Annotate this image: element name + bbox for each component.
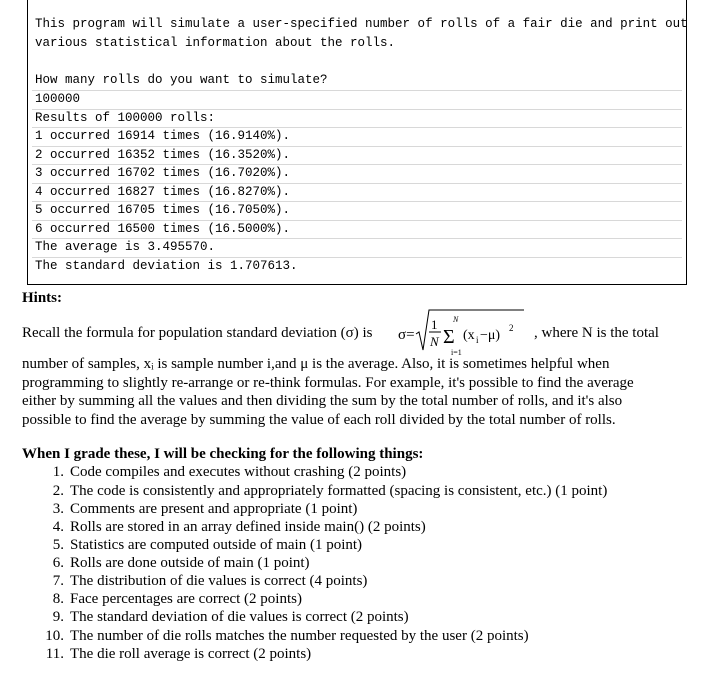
console-line: 5 occurred 16705 times (16.7050%). xyxy=(35,203,291,217)
formula-term: (x xyxy=(463,328,475,343)
formula-term-sub: i xyxy=(476,335,479,345)
formula-power: 2 xyxy=(509,323,514,333)
console-row-divider xyxy=(32,201,682,202)
formula-after-text: , where N is the total xyxy=(534,325,659,341)
criteria-text: Face percentages are correct (2 points) xyxy=(70,591,302,607)
criteria-number: 6. xyxy=(52,555,64,571)
console-row-divider xyxy=(32,257,682,258)
formula-term-rest: −μ) xyxy=(480,328,501,343)
console-line: 6 occurred 16500 times (16.5000%). xyxy=(35,222,291,236)
criteria-text: Code compiles and executes without crashing (2 points) xyxy=(70,464,407,480)
console-line: Results of 100000 rolls: xyxy=(35,111,216,125)
console-line: The average is 3.495570. xyxy=(35,240,216,254)
hints-heading: Hints: xyxy=(22,290,63,306)
criteria-number: 1. xyxy=(52,464,64,480)
criteria-number: 7. xyxy=(52,573,64,589)
criteria-number: 2. xyxy=(52,482,64,499)
std-dev-formula xyxy=(396,306,526,356)
console-row-divider xyxy=(32,220,682,221)
console-line: 3 occurred 16702 times (16.7020%). xyxy=(35,166,291,180)
formula-intro-text: Recall the formula for population standard deviation (σ) is xyxy=(22,325,373,341)
hints-paragraph-line: programming to slightly re-arrange or re-think formulas. For example, it's possible to find the average xyxy=(22,374,634,391)
criteria-number: 9. xyxy=(52,609,64,625)
criteria-number: 3. xyxy=(52,501,64,517)
hints-paragraph-line: possible to find the average by summing the value of each roll divided by the total number of rolls. xyxy=(22,411,616,428)
console-row-divider xyxy=(32,90,682,91)
criteria-number: 4. xyxy=(52,519,64,535)
criteria-text: Comments are present and appropriate (1 point) xyxy=(70,501,358,517)
criteria-number: 8. xyxy=(52,591,64,607)
console-output-box xyxy=(27,0,687,285)
formula-sum-lower: i=1 xyxy=(451,348,462,356)
hints-paragraph-line: number of samples, xᵢ is sample number i,and μ is the average. Also, it is sometimes helpful when xyxy=(22,356,610,372)
console-row-divider xyxy=(32,164,682,165)
console-intro-line: This program will simulate a user-specified number of rolls of a fair die and print out xyxy=(35,17,688,31)
grading-heading: When I grade these, I will be checking for the following things: xyxy=(22,446,424,462)
criteria-text: The distribution of die values is correct (4 points) xyxy=(70,573,368,589)
criteria-text: The number of die rolls matches the number requested by the user (2 points) xyxy=(70,627,529,644)
hints-paragraph-line: either by summing all the values and then dividing the sum by the total number of rolls, and it's also xyxy=(22,393,623,409)
console-line: How many rolls do you want to simulate? xyxy=(35,73,328,87)
console-line: 100000 xyxy=(35,92,81,106)
console-line: 4 occurred 16827 times (16.8270%). xyxy=(35,185,291,199)
console-line: The standard deviation is 1.707613. xyxy=(35,259,298,273)
criteria-text: The die roll average is correct (2 points) xyxy=(70,646,312,662)
console-row-divider xyxy=(32,146,682,147)
formula-sum-symbol: Σ xyxy=(443,326,455,348)
formula-sigma: σ= xyxy=(398,327,415,343)
criteria-text: The standard deviation of die values is correct (2 points) xyxy=(70,609,409,625)
formula-sum-upper: N xyxy=(453,315,459,324)
criteria-text: Rolls are stored in an array defined inside main() (2 points) xyxy=(70,519,426,535)
criteria-text: Statistics are computed outside of main (1 point) xyxy=(70,537,363,553)
criteria-number: 5. xyxy=(52,537,64,553)
console-row-divider xyxy=(32,109,682,110)
criteria-number: 10. xyxy=(45,627,64,644)
console-row-divider xyxy=(32,238,682,239)
console-row-divider xyxy=(32,183,682,184)
console-intro-line: various statistical information about the rolls. xyxy=(35,36,396,50)
formula-numerator: 1 xyxy=(431,317,438,332)
formula-denominator: N xyxy=(430,334,439,349)
criteria-text: The code is consistently and appropriately formatted (spacing is consistent, etc.) (1 point) xyxy=(70,482,608,499)
criteria-text: Rolls are done outside of main (1 point) xyxy=(70,555,310,571)
console-row-divider xyxy=(32,127,682,128)
criteria-number: 11. xyxy=(45,646,64,662)
console-line: 2 occurred 16352 times (16.3520%). xyxy=(35,148,291,162)
console-line: 1 occurred 16914 times (16.9140%). xyxy=(35,129,291,143)
